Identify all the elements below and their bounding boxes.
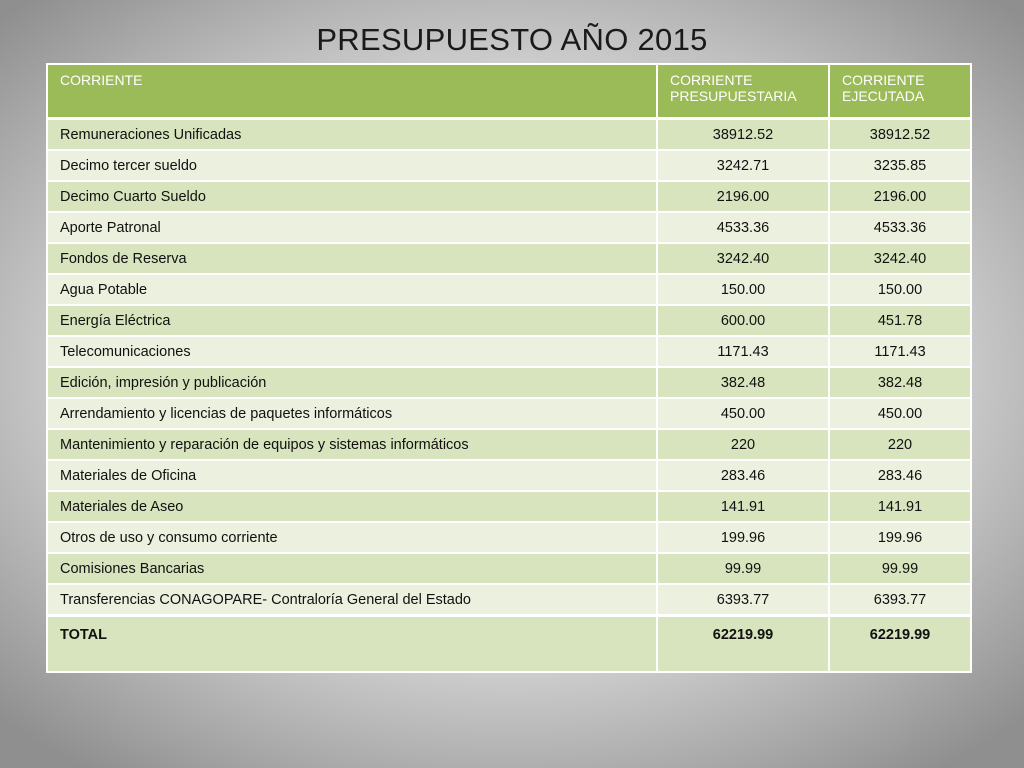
row-presupuestaria-value: 38912.52 [657, 119, 829, 151]
table-row [47, 336, 971, 367]
row-label: Otros de uso y consumo corriente [47, 522, 657, 553]
row-label: Remuneraciones Unificadas [47, 119, 657, 151]
row-ejecutada-value: 283.46 [829, 460, 971, 491]
row-label: Decimo Cuarto Sueldo [47, 181, 657, 212]
row-label: Aporte Patronal [47, 212, 657, 243]
total-presupuestaria-value: 62219.99 [657, 616, 829, 673]
row-presupuestaria-value: 199.96 [657, 522, 829, 553]
row-ejecutada-value: 451.78 [829, 305, 971, 336]
row-ejecutada-value: 38912.52 [829, 119, 971, 151]
row-ejecutada-value: 199.96 [829, 522, 971, 553]
row-label: Materiales de Oficina [47, 460, 657, 491]
table-row [47, 274, 971, 305]
row-label: Arrendamiento y licencias de paquetes informáticos [47, 398, 657, 429]
row-label: Materiales de Aseo [47, 491, 657, 522]
row-label: Fondos de Reserva [47, 243, 657, 274]
table-row [47, 367, 971, 398]
table-row [47, 243, 971, 274]
row-label: Decimo tercer sueldo [47, 150, 657, 181]
row-ejecutada-value: 3235.85 [829, 150, 971, 181]
row-presupuestaria-value: 3242.71 [657, 150, 829, 181]
column-header-corriente: CORRIENTE [47, 64, 657, 119]
row-label: Edición, impresión y publicación [47, 367, 657, 398]
row-ejecutada-value: 450.00 [829, 398, 971, 429]
row-ejecutada-value: 141.91 [829, 491, 971, 522]
column-header-presupuestaria: CORRIENTE PRESUPUESTARIA [657, 64, 829, 119]
table-row [47, 553, 971, 584]
row-presupuestaria-value: 2196.00 [657, 181, 829, 212]
row-ejecutada-value: 220 [829, 429, 971, 460]
table-row [47, 212, 971, 243]
row-presupuestaria-value: 150.00 [657, 274, 829, 305]
table-row [47, 181, 971, 212]
total-label: TOTAL [47, 616, 657, 673]
row-ejecutada-value: 99.99 [829, 553, 971, 584]
row-ejecutada-value: 150.00 [829, 274, 971, 305]
table-row [47, 150, 971, 181]
table-row [47, 522, 971, 553]
row-presupuestaria-value: 4533.36 [657, 212, 829, 243]
row-presupuestaria-value: 382.48 [657, 367, 829, 398]
row-presupuestaria-value: 220 [657, 429, 829, 460]
row-presupuestaria-value: 3242.40 [657, 243, 829, 274]
row-presupuestaria-value: 99.99 [657, 553, 829, 584]
row-ejecutada-value: 1171.43 [829, 336, 971, 367]
table-row [47, 491, 971, 522]
table-row [47, 305, 971, 336]
row-presupuestaria-value: 600.00 [657, 305, 829, 336]
row-presupuestaria-value: 1171.43 [657, 336, 829, 367]
row-ejecutada-value: 6393.77 [829, 584, 971, 616]
row-label: Telecomunicaciones [47, 336, 657, 367]
row-ejecutada-value: 382.48 [829, 367, 971, 398]
table-row [47, 460, 971, 491]
page-title: PRESUPUESTO AÑO 2015 [316, 22, 708, 57]
table-total-row [47, 616, 971, 673]
row-label: Transferencias CONAGOPARE- Contraloría General del Estado [47, 584, 657, 616]
row-presupuestaria-value: 450.00 [657, 398, 829, 429]
row-label: Comisiones Bancarias [47, 553, 657, 584]
row-ejecutada-value: 3242.40 [829, 243, 971, 274]
row-label: Mantenimiento y reparación de equipos y sistemas informáticos [47, 429, 657, 460]
row-label: Energía Eléctrica [47, 305, 657, 336]
row-label: Agua Potable [47, 274, 657, 305]
budget-table [46, 63, 972, 673]
column-header-ejecutada: CORRIENTE EJECUTADA [829, 64, 971, 119]
row-presupuestaria-value: 141.91 [657, 491, 829, 522]
row-ejecutada-value: 4533.36 [829, 212, 971, 243]
row-presupuestaria-value: 283.46 [657, 460, 829, 491]
total-ejecutada-value: 62219.99 [829, 616, 971, 673]
table-row [47, 429, 971, 460]
table-header-row [47, 64, 971, 119]
row-presupuestaria-value: 6393.77 [657, 584, 829, 616]
table-row [47, 119, 971, 151]
table-row [47, 398, 971, 429]
row-ejecutada-value: 2196.00 [829, 181, 971, 212]
table-row [47, 584, 971, 616]
